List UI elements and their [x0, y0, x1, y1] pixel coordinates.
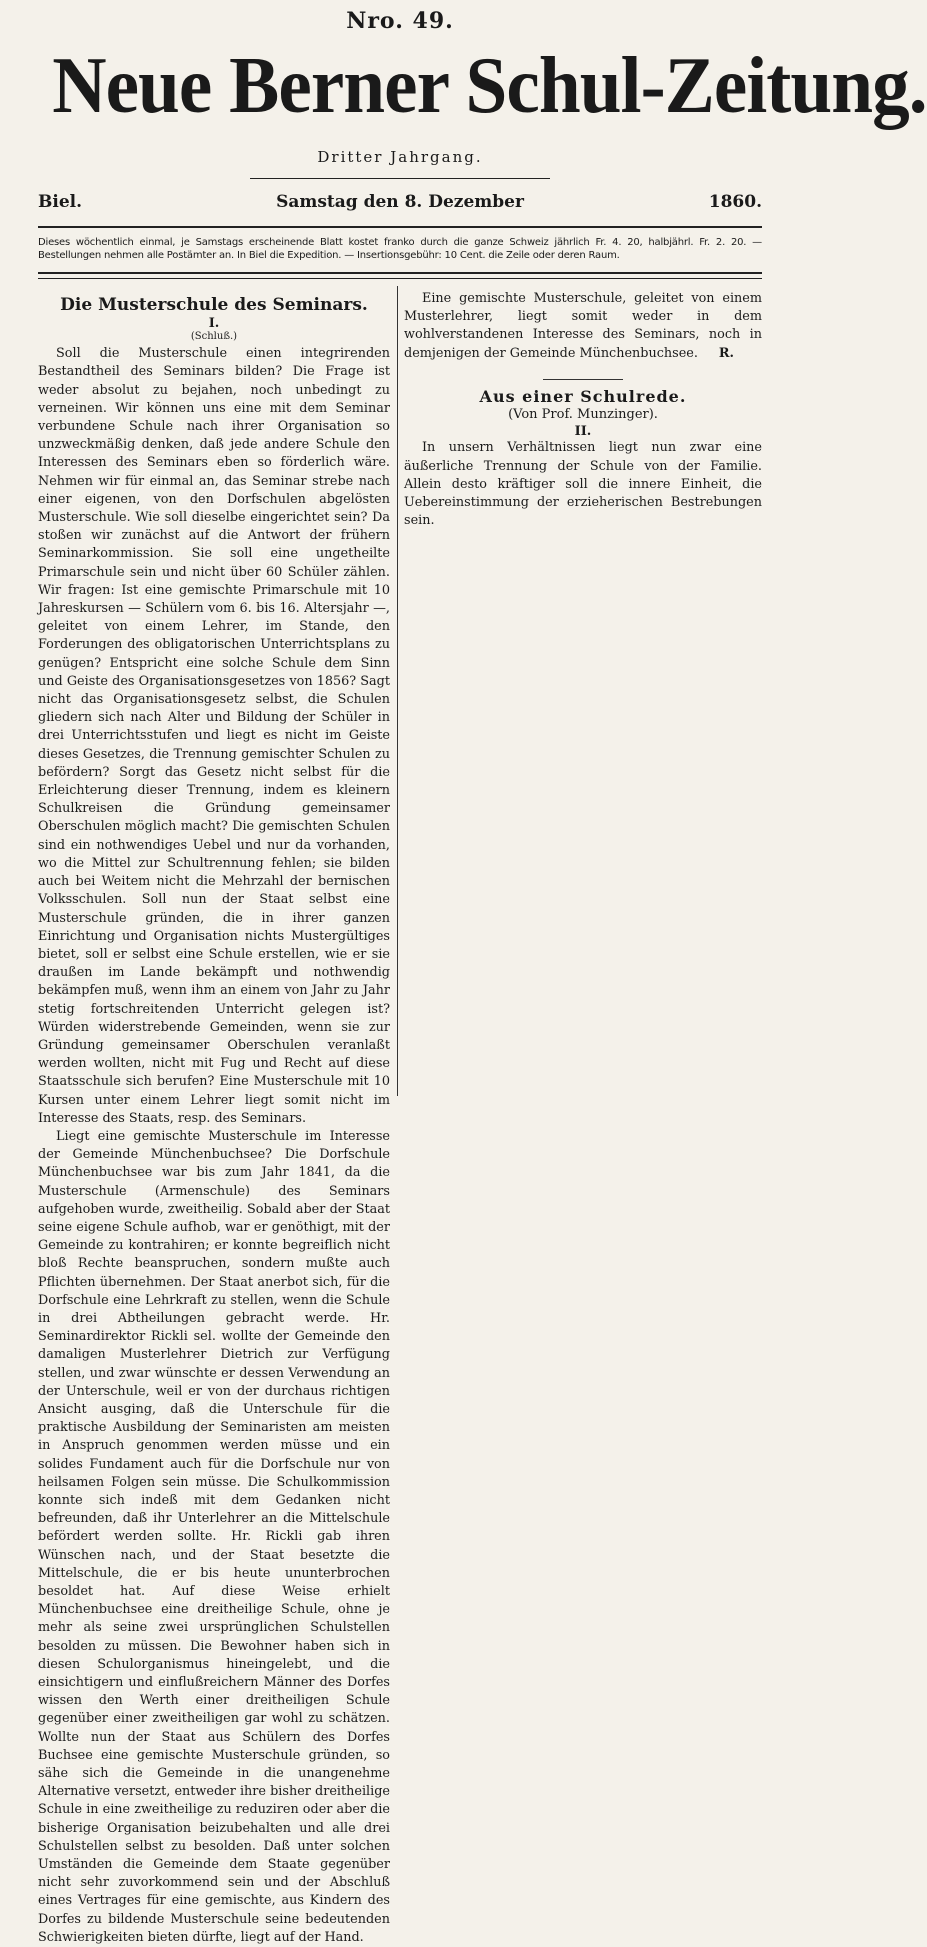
column-divider	[397, 286, 398, 1096]
issue-year: 1860.	[708, 192, 762, 212]
author-signature: R.	[718, 345, 734, 361]
column-left	[38, 290, 390, 1947]
article-paragraph: Eine gemischte Musterschule, geleitet von einem Musterlehrer, liegt somit weder in dem wohlverstandenen Interesse des Seminars, noch in demjenigen der Gemeinde Münchenbuchsee.	[404, 291, 762, 361]
rule-top	[250, 178, 550, 179]
paragraph-part: Liegt eine gemischte Musterschule im Interesse der Gemeinde Münchenbuchsee? Die Dorfschule Münchenbuchsee war bis zum Jahr 1841, da die Musterschule (Armenschule) des Seminars aufgehoben wurde, zweitheilig. Sobald aber der Staat seine eigene Schule aufhob, war er genöthigt, mit der Gemeinde zu kontrahiren; er konnte begreiflich nicht bloß Rechte beanspruchen, sondern mußte auch Pflichten übernehmen. Der Staat anerbot sich, für die Dorfschule eine Lehrkraft zu stellen, wenn die Schule in drei Abtheilungen gebracht werde. Hr. Seminardirektor Rickli sel. wollte der Gemeinde den damaligen Musterlehrer Dietrich zur Verfügung stellen, und zwar wünschte er dessen Verwendung an der Unterschule, weil er von der durchaus richtigen Ansicht ausging, daß die Unterschule für die praktische Ausbildung der Seminaristen am meisten in Anspruch genommen werden müsse und ein solides Fundament auch für die Dorfschule nur von heilsamen Folgen sein müsse. Die Schulkommission konnte sich indeß mit dem Gedanken nicht befreunden, daß ihr Unterlehrer an die Mittelschule befördert werden sollte. Hr. Rickli gab ihren Wünschen nach, und der Staat besetzte die Mittelschule, die er bis heute ununterbrochen besoldet hat. Auf diese Weise erhielt Münchenbuchsee eine dreitheilige Schule, ohne je mehr als seine zwei ursprünglichen Schulstellen besolden zu müssen. Die Bewohner haben sich in diesen Schulorganismus hineingelebt, und die einsichtigern und einflußreichern Männer des Dorfes wissen den Werth einer dreitheiligen Schule gegenüber einer zweitheiligen gar wohl zu schätzen. Wollte nun der Staat aus Schülern des Dorfes Buchsee eine gemischte Musterschule gründen, so sähe sich die Gemeinde in die unangenehme Alternative versetzt, entweder ihre bisher dreitheilige Schule in eine zweitheilige zu reduziren oder aber die bisherige Organisation beizubehalten und alle drei Schulstellen selbst zu besolden. Daß unter solchen Umständen die Gemeinde dem Staate gegenüber nicht sehr zuvorkommend sein und der Abschluß eines Vertrages für eine gemischte, aus Kindern des Dorfes zu bildende Musterschule seine bedeutenden Schwierigkeiten bieten dürfte, liegt auf der Hand.	[38, 1128, 390, 1945]
article-paragraph	[38, 1128, 390, 1947]
rule-header-upper	[38, 226, 762, 228]
subscription-notice: Dieses wöchentlich einmal, je Samstags erscheinende Blatt kostet franko durch die ganze Schweiz jährlich Fr. 4. 20, halbjährl. Fr. 2. 20. — Bestellungen nehmen alle Postämter an. In Biel die Expedition. — Insertionsgebühr: 10 Cent. die Zeile oder deren Raum.	[38, 237, 762, 261]
article-author: (Von Prof. Munzinger).	[508, 407, 658, 423]
section-number: II.	[574, 424, 592, 440]
article-paragraph: Soll die Musterschule einen integrirenden Bestandtheil des Seminars bilden? Die Frage ist weder absolut zu bejahen, noch unbedingt zu verneinen. Wir können uns eine mit dem Seminar verbundene Schule nach ihrer Organisation so unzweckmäßig denken, daß jede andere Schule den Interessen des Seminars eben so förderlich wäre. Nehmen wir für einmal an, das Seminar strebe nach einer eigenen, von den Dorfschulen abgelösten Musterschule. Wie soll dieselbe eingerichtet sein? Da stoßen wir zunächst auf die Antwort der frühern Seminarkommission. Sie soll eine ungetheilte Primarschule sein und nicht über 60 Schüler zählen. Wir fragen: Ist eine gemischte Primarschule mit 10 Jahreskursen — Schülern vom 6. bis 16. Altersjahr —, geleitet von einem Lehrer, im Stande, den Forderungen des obligatorischen Unterrichtsplans zu genügen? Entspricht eine solche Schule dem Sinn und Geiste des Organisationsgesetzes von 1856? Sagt nicht das Organisationsgesetz selbst, die Schulen gliedern sich nach Alter und Bildung der Schüler in drei Unterrichtsstufen und liegt es nicht im Geiste dieses Gesetzes, die Trennung gemischter Schulen zu befördern? Sorgt das Gesetz nicht selbst für die Erleichterung dieser Trennung, indem es kleinern Schulkreisen die Gründung gemeinsamer Oberschulen möglich macht? Die gemischten Schulen sind ein nothwendiges Uebel und nur da vorhanden, wo die Mittel zur Schultrennung fehlen; sie bilden auch bei Weitem nicht die Mehrzahl der bernischen Volksschulen. Soll nun der Staat selbst eine Musterschule gründen, die in ihrer ganzen Einrichtung und Organisation nichts Mustergültiges bietet, soll er selbst eine Schule erstellen, wie er sie draußen im Lande bekämpft und nothwendig bekämpfen muß, wenn ihm an einem von Jahr zu Jahr stetig fortschreitenden Unterricht gelegen ist? Würden widerstrebende Gemeinden, wenn sie zur Gründung gemeinsamer Oberschulen veranlaßt werden wollten, nicht mit Fug und Recht auf diese Staatsschule sich berufen? Eine Musterschule mit 10 Kursen unter einem Lehrer liegt somit nicht im Interesse des Staats, resp. des Seminars.	[38, 346, 390, 1126]
issue-date: Samstag den 8. Dezember	[276, 192, 524, 212]
article-title: Aus einer Schulrede.	[479, 387, 687, 407]
continuation-note: (Schluß.)	[190, 331, 238, 343]
column-right	[404, 290, 762, 530]
issue-number: Nro. 49.	[346, 8, 454, 34]
article-title: Die Musterschule des Seminars.	[60, 295, 368, 315]
section-number: I.	[208, 316, 220, 332]
place: Biel.	[38, 192, 83, 212]
article-paragraph: In unsern Verhältnissen liegt nun zwar eine äußerliche Trennung der Schule von der Familie. Allein desto kräftiger soll die innere Einheit, die Uebereinstimmung der erzieherischen Bestrebungen sein.	[404, 440, 762, 529]
dateline	[38, 192, 762, 218]
section-rule	[543, 379, 623, 380]
volume-line: Dritter Jahrgang.	[317, 148, 483, 166]
rule-header-lower	[38, 272, 762, 274]
rule-header-double	[38, 278, 762, 279]
newspaper-title: Neue Berner Schul-Zeitung.	[52, 42, 927, 130]
